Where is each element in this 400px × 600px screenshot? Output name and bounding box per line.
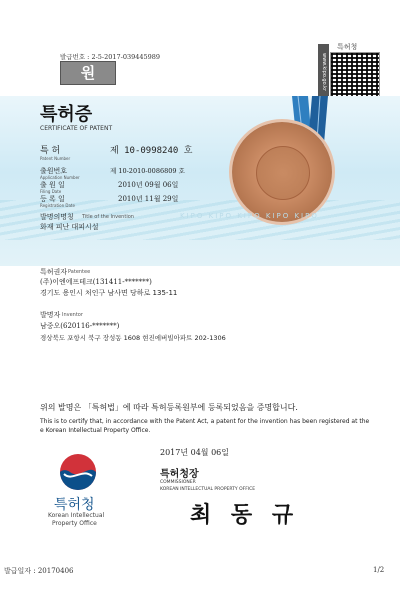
registration-date-value: 2010년 11월 29일 <box>118 195 179 203</box>
commissioner-signature: 최 동 규 <box>190 502 300 528</box>
filing-date-label-en: Filing Date <box>40 189 62 194</box>
invention-title-value: 화재 피난 대피시설 <box>40 223 99 231</box>
application-number-value: 제 10-2010-0086809 호 <box>110 167 185 175</box>
patent-number-value: 제 10-0998240 호 <box>110 146 193 156</box>
patent-number-label-en: Patent Number <box>40 156 71 161</box>
patentee-name: (주)이엔에프테크(131411-*******) <box>40 278 152 286</box>
kipo-name-ko: 특허청 <box>54 497 95 513</box>
qr-code-icon <box>330 52 380 100</box>
invention-title-label-en: Title of the Invention <box>82 214 134 220</box>
patentee-label: 특허권자 <box>40 268 68 276</box>
application-number-label-en: Application Number <box>40 175 80 180</box>
invention-title-label: 발명의명칭 <box>40 213 74 221</box>
commissioner-title: 특허청장 <box>160 469 199 480</box>
certificate-title: 특허증 <box>40 104 93 125</box>
registration-date-label-en: Registration Date <box>40 203 75 208</box>
original-stamp: 원 <box>60 61 116 85</box>
commissioner-title-en: COMMISSIONER <box>160 480 196 485</box>
qr-side-label: www.kipo.go.kr <box>318 44 329 100</box>
issue-number: 발급번호 : 2-5-2017-039445989 <box>60 53 161 61</box>
watermark-text: KIPO KIPO KIPO KIPO KIPO <box>180 212 319 220</box>
inventor-label-en: Inventor <box>62 312 83 318</box>
filing-date-value: 2010년 09월 06일 <box>118 181 179 189</box>
patentee-address: 경기도 용인시 처인구 남사면 당하로 135-11 <box>40 289 178 297</box>
kipo-name-en-2: Property Office <box>52 520 97 527</box>
patent-number-label: 특 허 <box>40 146 61 156</box>
kipo-emblem-icon <box>58 452 98 492</box>
filing-date-label: 출 원 일 <box>40 181 65 189</box>
kipo-mini-logo: 특허청 <box>337 43 358 51</box>
inventor-address: 경상북도 포항시 북구 장성동 1608 현진에버빌아파트 202-1306 <box>40 334 226 342</box>
issued-date-footer: 발급일자 : 20170406 <box>4 567 74 575</box>
inventor-label: 발명자 <box>40 311 61 319</box>
certification-text-ko: 위의 발명은 「특허법」에 따라 특허등록원부에 등록되었음을 증명합니다. <box>40 403 298 412</box>
page-number: 1/2 <box>373 566 385 574</box>
kipo-name-en-1: Korean Intellectual <box>48 512 105 519</box>
registration-date-label: 등 록 일 <box>40 195 65 203</box>
certification-text-en-2: e Korean Intellectual Property Office. <box>40 427 151 434</box>
certification-text-en-1: This is to certify that, in accordance with the Patent Act, a patent for the invention has been registered at the <box>40 418 370 425</box>
application-number-label: 출원번호 <box>40 167 68 175</box>
issue-date: 2017년 04월 06일 <box>160 448 229 457</box>
inventor-name: 남중오(620116-*******) <box>40 322 120 330</box>
certificate-subtitle: CERTIFICATE OF PATENT <box>40 125 113 132</box>
commissioner-office-en: KOREAN INTELLECTUAL PROPERTY OFFICE <box>160 487 256 492</box>
patentee-label-en: Patentee <box>68 269 91 275</box>
seal-emblem-icon <box>256 146 310 200</box>
